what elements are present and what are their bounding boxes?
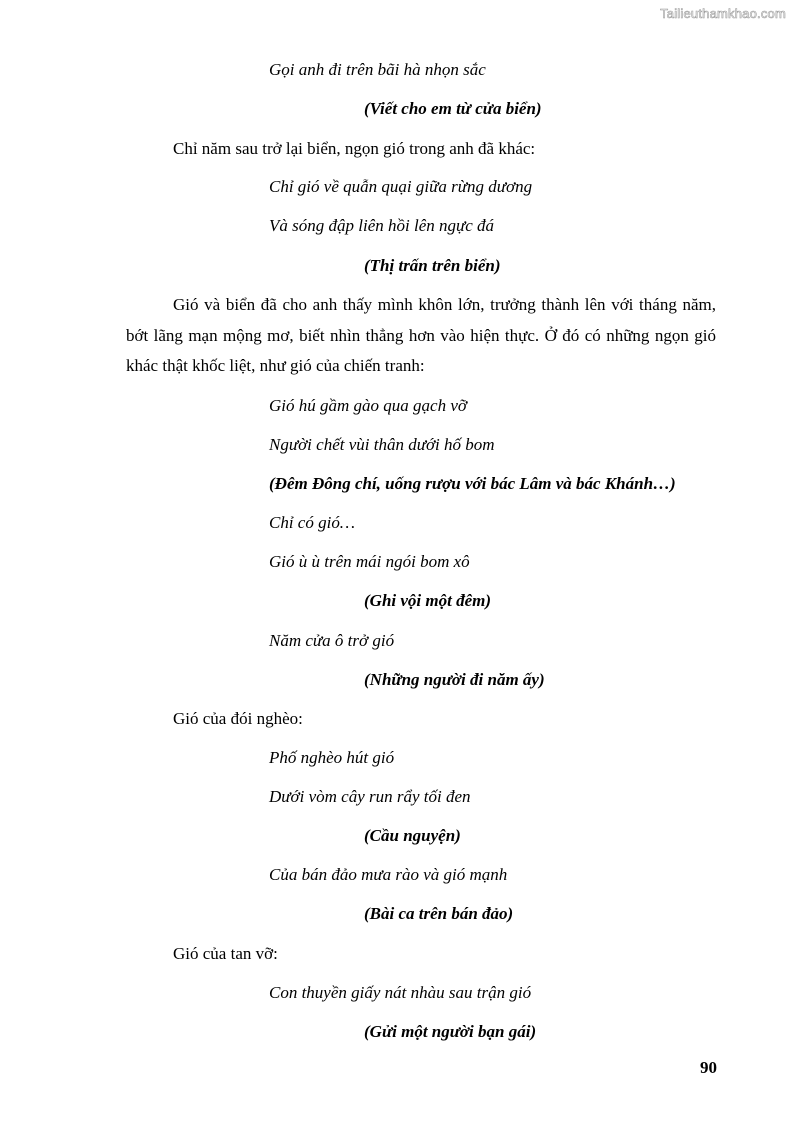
prose-line: Gió của đói nghèo: [173, 709, 303, 728]
verse-line: Chỉ gió về quẫn quại giữa rừng dương [269, 177, 533, 196]
verse-line: Gió ù ù trên mái ngói bom xô [269, 552, 470, 571]
poem-source: (Cầu nguyện) [364, 826, 461, 845]
poem-source: (Ghi vội một đêm) [364, 591, 492, 610]
verse-line: Và sóng đập liên hồi lên ngực đá [269, 216, 495, 235]
verse-line: Gió hú gầm gào qua gạch vỡ [269, 396, 467, 415]
poem-source: (Đêm Đông chí, uống rượu với bác Lâm và bác Khánh…) [269, 474, 676, 493]
poem-source: (Bài ca trên bán đảo) [364, 904, 514, 923]
poem-source: (Thị trấn trên biển) [364, 256, 501, 275]
verse-line: Người chết vùi thân dưới hố bom [269, 435, 495, 454]
verse-line: Dưới vòm cây run rẩy tối đen [269, 787, 471, 806]
poem-source: (Viết cho em từ cửa biển) [364, 99, 542, 118]
verse-line: Năm cửa ô trở gió [269, 631, 395, 650]
poem-source: (Những người đi năm ấy) [364, 670, 545, 689]
verse-line: Con thuyền giấy nát nhàu sau trận gió [269, 983, 532, 1002]
poem-source: (Gửi một người bạn gái) [364, 1022, 537, 1041]
prose-line: Gió của tan vỡ: [173, 944, 278, 963]
verse-line: Gọi anh đi trên bãi hà nhọn sắc [269, 60, 486, 79]
body-paragraph: Gió và biển đã cho anh thấy mình khôn lớn, trưởng thành lên với tháng năm, bớt lãng mạn mộng mơ, biết nhìn thẳng hơn vào hiện thực. Ở đó có những ngọn gió khác thật khốc liệt, như gió của chiến tranh: [126, 295, 716, 375]
verse-line: Phố nghèo hút gió [269, 748, 395, 767]
page-number: 90 [700, 1058, 717, 1077]
watermark: Tailieuthamkhao.com [660, 6, 786, 21]
verse-line: Chỉ có gió… [269, 513, 355, 532]
verse-line: Của bán đảo mưa rào và gió mạnh [269, 865, 508, 884]
prose-line: Chỉ năm sau trở lại biển, ngọn gió trong anh đã khác: [173, 139, 536, 158]
